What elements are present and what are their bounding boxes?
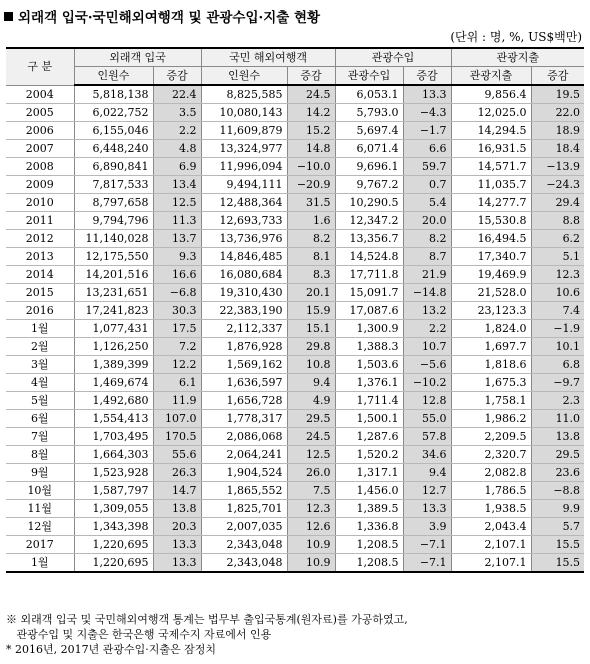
value-cell: 2,082.8 [451, 464, 531, 482]
period-cell: 2010 [6, 194, 74, 212]
value-cell: 6,155,046 [74, 122, 153, 140]
value-cell: 9,696.1 [335, 158, 403, 176]
change-cell: 9.4 [287, 374, 335, 392]
change-cell: −5.6 [403, 356, 451, 374]
change-cell: 3.9 [403, 518, 451, 536]
period-cell: 5월 [6, 392, 74, 410]
change-cell: −4.3 [403, 104, 451, 122]
period-cell: 2014 [6, 266, 74, 284]
change-cell: 12.6 [287, 518, 335, 536]
table-row [6, 338, 584, 356]
change-cell: 26.0 [287, 464, 335, 482]
table-row [6, 518, 584, 536]
period-cell: 2006 [6, 122, 74, 140]
value-cell: 1,126,250 [74, 338, 153, 356]
header-sub: 증감 [287, 67, 335, 86]
title-text: 외래객 입국·국민해외여행객 및 관광수입·지출 현황 [18, 10, 321, 26]
value-cell: 12,175,550 [74, 248, 153, 266]
footnote: 관광수입 및 지출은 한국은행 국제수지 자료에서 인용 [6, 628, 272, 641]
change-cell: 13.7 [153, 230, 201, 248]
value-cell: 9,494,111 [201, 176, 287, 194]
change-cell: 55.6 [153, 446, 201, 464]
change-cell: 7.5 [287, 482, 335, 500]
value-cell: 2,043.4 [451, 518, 531, 536]
table-row [6, 266, 584, 284]
change-cell: 6.8 [531, 356, 584, 374]
change-cell: 8.3 [287, 266, 335, 284]
change-cell: 0.7 [403, 176, 451, 194]
change-cell: 6.1 [153, 374, 201, 392]
change-cell: 31.5 [287, 194, 335, 212]
change-cell: 22.0 [531, 104, 584, 122]
value-cell: 5,818,138 [74, 85, 153, 104]
period-cell: 1월 [6, 554, 74, 573]
change-cell: 12.5 [153, 194, 201, 212]
value-cell: 5,793.0 [335, 104, 403, 122]
period-cell: 8월 [6, 446, 74, 464]
value-cell: 12,488,364 [201, 194, 287, 212]
change-cell: 3.5 [153, 104, 201, 122]
footnotes [6, 612, 586, 657]
value-cell: 1,758.1 [451, 392, 531, 410]
change-cell: −8.8 [531, 482, 584, 500]
change-cell: 11.3 [153, 212, 201, 230]
value-cell: 1,778,317 [201, 410, 287, 428]
value-cell: 2,320.7 [451, 446, 531, 464]
change-cell: 14.2 [287, 104, 335, 122]
change-cell: 21.9 [403, 266, 451, 284]
change-cell: 8.2 [287, 230, 335, 248]
value-cell: 1,865,552 [201, 482, 287, 500]
change-cell: 13.3 [153, 536, 201, 554]
stats-table [6, 47, 584, 573]
value-cell: 1,818.6 [451, 356, 531, 374]
change-cell: 7.2 [153, 338, 201, 356]
change-cell: 10.6 [531, 284, 584, 302]
value-cell: 14,277.7 [451, 194, 531, 212]
value-cell: 1,208.5 [335, 536, 403, 554]
table-row [6, 176, 584, 194]
table-row [6, 482, 584, 500]
value-cell: 1,343,398 [74, 518, 153, 536]
period-cell: 2012 [6, 230, 74, 248]
change-cell: 15.1 [287, 320, 335, 338]
header-period: 구 분 [6, 48, 74, 85]
change-cell: 14.8 [287, 140, 335, 158]
change-cell: 19.5 [531, 85, 584, 104]
change-cell: −10.2 [403, 374, 451, 392]
change-cell: 10.1 [531, 338, 584, 356]
value-cell: 1,703,495 [74, 428, 153, 446]
footnote: * 2016년, 2017년 관광수입·지출은 잠정치 [6, 643, 216, 656]
value-cell: 6,022,752 [74, 104, 153, 122]
value-cell: 1,636,597 [201, 374, 287, 392]
change-cell: −10.0 [287, 158, 335, 176]
table-row [6, 122, 584, 140]
value-cell: 1,711.4 [335, 392, 403, 410]
period-cell: 11월 [6, 500, 74, 518]
value-cell: 13,324,977 [201, 140, 287, 158]
change-cell: −20.9 [287, 176, 335, 194]
header-sub: 증감 [531, 67, 584, 86]
table-row [6, 248, 584, 266]
value-cell: 1,825,701 [201, 500, 287, 518]
period-cell: 3월 [6, 356, 74, 374]
change-cell: 15.2 [287, 122, 335, 140]
value-cell: 21,528.0 [451, 284, 531, 302]
value-cell: 17,241,823 [74, 302, 153, 320]
period-cell: 2009 [6, 176, 74, 194]
table-row [6, 320, 584, 338]
value-cell: 8,797,658 [74, 194, 153, 212]
period-cell: 2월 [6, 338, 74, 356]
value-cell: 1,938.5 [451, 500, 531, 518]
value-cell: 19,469.9 [451, 266, 531, 284]
table-row [6, 500, 584, 518]
value-cell: 9,856.4 [451, 85, 531, 104]
change-cell: 7.4 [531, 302, 584, 320]
value-cell: 16,080,684 [201, 266, 287, 284]
value-cell: 13,231,651 [74, 284, 153, 302]
value-cell: 6,448,240 [74, 140, 153, 158]
value-cell: 6,071.4 [335, 140, 403, 158]
value-cell: 1,469,674 [74, 374, 153, 392]
change-cell: 107.0 [153, 410, 201, 428]
value-cell: 12,347.2 [335, 212, 403, 230]
table-row [6, 374, 584, 392]
period-cell: 4월 [6, 374, 74, 392]
table-row [6, 194, 584, 212]
change-cell: 10.8 [287, 356, 335, 374]
value-cell: 1,287.6 [335, 428, 403, 446]
change-cell: −24.3 [531, 176, 584, 194]
value-cell: 17,711.8 [335, 266, 403, 284]
value-cell: 1,554,413 [74, 410, 153, 428]
value-cell: 10,290.5 [335, 194, 403, 212]
change-cell: 18.9 [531, 122, 584, 140]
value-cell: 16,494.5 [451, 230, 531, 248]
change-cell: 13.3 [153, 554, 201, 573]
table-row [6, 158, 584, 176]
change-cell: 55.0 [403, 410, 451, 428]
change-cell: 13.4 [153, 176, 201, 194]
change-cell: 17.5 [153, 320, 201, 338]
period-cell: 2004 [6, 85, 74, 104]
table-row [6, 410, 584, 428]
change-cell: 12.5 [287, 446, 335, 464]
change-cell: −1.9 [531, 320, 584, 338]
value-cell: 10,080,143 [201, 104, 287, 122]
value-cell: 23,123.3 [451, 302, 531, 320]
change-cell: 9.9 [531, 500, 584, 518]
value-cell: 8,825,585 [201, 85, 287, 104]
change-cell: 5.1 [531, 248, 584, 266]
header-group-arrivals: 외래객 입국 [74, 48, 201, 67]
value-cell: 2,343,048 [201, 536, 287, 554]
value-cell: 12,693,733 [201, 212, 287, 230]
change-cell: −7.1 [403, 554, 451, 573]
value-cell: 1,317.1 [335, 464, 403, 482]
value-cell: 14,846,485 [201, 248, 287, 266]
value-cell: 1,824.0 [451, 320, 531, 338]
table-row [6, 464, 584, 482]
change-cell: 170.5 [153, 428, 201, 446]
value-cell: 13,356.7 [335, 230, 403, 248]
table-row [6, 302, 584, 320]
change-cell: 12.8 [403, 392, 451, 410]
square-bullet-icon [4, 12, 13, 21]
change-cell: 1.6 [287, 212, 335, 230]
value-cell: 19,310,430 [201, 284, 287, 302]
header-sub: 증감 [153, 67, 201, 86]
period-cell: 2015 [6, 284, 74, 302]
value-cell: 2,107.1 [451, 536, 531, 554]
change-cell: −6.8 [153, 284, 201, 302]
value-cell: 1,697.7 [451, 338, 531, 356]
value-cell: 17,340.7 [451, 248, 531, 266]
page-title [4, 6, 584, 26]
value-cell: 16,931.5 [451, 140, 531, 158]
period-cell: 2013 [6, 248, 74, 266]
table-row [6, 536, 584, 554]
period-cell: 2007 [6, 140, 74, 158]
table-row [6, 446, 584, 464]
table-body [6, 85, 584, 572]
change-cell: 29.5 [531, 446, 584, 464]
table-row [6, 428, 584, 446]
value-cell: 11,035.7 [451, 176, 531, 194]
change-cell: 4.8 [153, 140, 201, 158]
value-cell: 1,389,399 [74, 356, 153, 374]
value-cell: 1,300.9 [335, 320, 403, 338]
period-cell: 2016 [6, 302, 74, 320]
change-cell: 9.3 [153, 248, 201, 266]
change-cell: 11.9 [153, 392, 201, 410]
change-cell: 10.9 [287, 536, 335, 554]
table-row [6, 85, 584, 104]
value-cell: 9,767.2 [335, 176, 403, 194]
period-cell: 1월 [6, 320, 74, 338]
value-cell: 11,140,028 [74, 230, 153, 248]
value-cell: 1,675.3 [451, 374, 531, 392]
value-cell: 1,309,055 [74, 500, 153, 518]
table-row [6, 140, 584, 158]
change-cell: 6.2 [531, 230, 584, 248]
change-cell: 34.6 [403, 446, 451, 464]
change-cell: 30.3 [153, 302, 201, 320]
value-cell: 1,376.1 [335, 374, 403, 392]
change-cell: 18.4 [531, 140, 584, 158]
change-cell: 13.3 [403, 85, 451, 104]
value-cell: 1,664,303 [74, 446, 153, 464]
value-cell: 22,383,190 [201, 302, 287, 320]
value-cell: 14,201,516 [74, 266, 153, 284]
change-cell: 59.7 [403, 158, 451, 176]
value-cell: 5,697.4 [335, 122, 403, 140]
value-cell: 17,087.6 [335, 302, 403, 320]
table-row [6, 230, 584, 248]
value-cell: 1,389.5 [335, 500, 403, 518]
value-cell: 1,876,928 [201, 338, 287, 356]
value-cell: 1,656,728 [201, 392, 287, 410]
change-cell: 29.8 [287, 338, 335, 356]
change-cell: 12.3 [531, 266, 584, 284]
change-cell: 2.2 [153, 122, 201, 140]
change-cell: 29.5 [287, 410, 335, 428]
change-cell: 20.3 [153, 518, 201, 536]
period-cell: 10월 [6, 482, 74, 500]
value-cell: 14,294.5 [451, 122, 531, 140]
header-group-receipts: 관광수입 [335, 48, 451, 67]
table-row [6, 392, 584, 410]
value-cell: 1,904,524 [201, 464, 287, 482]
value-cell: 2,343,048 [201, 554, 287, 573]
change-cell: 16.6 [153, 266, 201, 284]
change-cell: 8.1 [287, 248, 335, 266]
change-cell: 6.6 [403, 140, 451, 158]
table-row [6, 104, 584, 122]
change-cell: 8.8 [531, 212, 584, 230]
value-cell: 1,569,162 [201, 356, 287, 374]
header-sub: 증감 [403, 67, 451, 86]
value-cell: 1,986.2 [451, 410, 531, 428]
value-cell: 15,091.7 [335, 284, 403, 302]
change-cell: 10.7 [403, 338, 451, 356]
value-cell: 1,220,695 [74, 536, 153, 554]
header-sub: 인원수 [74, 67, 153, 86]
change-cell: 14.7 [153, 482, 201, 500]
change-cell: 4.9 [287, 392, 335, 410]
value-cell: 15,530.8 [451, 212, 531, 230]
change-cell: 8.2 [403, 230, 451, 248]
change-cell: 13.8 [531, 428, 584, 446]
value-cell: 11,996,094 [201, 158, 287, 176]
change-cell: 29.4 [531, 194, 584, 212]
change-cell: 23.6 [531, 464, 584, 482]
change-cell: 5.7 [531, 518, 584, 536]
value-cell: 9,794,796 [74, 212, 153, 230]
header-sub: 관광지출 [451, 67, 531, 86]
header-group-expenditure: 관광지출 [451, 48, 584, 67]
change-cell: 8.7 [403, 248, 451, 266]
change-cell: 26.3 [153, 464, 201, 482]
period-cell: 12월 [6, 518, 74, 536]
value-cell: 2,086,068 [201, 428, 287, 446]
change-cell: −9.7 [531, 374, 584, 392]
change-cell: 5.4 [403, 194, 451, 212]
value-cell: 2,112,337 [201, 320, 287, 338]
value-cell: 1,220,695 [74, 554, 153, 573]
value-cell: 6,890,841 [74, 158, 153, 176]
table-row [6, 356, 584, 374]
header-sub: 관광수입 [335, 67, 403, 86]
change-cell: 13.8 [153, 500, 201, 518]
change-cell: −13.9 [531, 158, 584, 176]
value-cell: 1,388.3 [335, 338, 403, 356]
change-cell: 2.3 [531, 392, 584, 410]
change-cell: 13.3 [403, 500, 451, 518]
change-cell: −14.8 [403, 284, 451, 302]
header-group-departures: 국민 해외여행객 [201, 48, 335, 67]
change-cell: 24.5 [287, 428, 335, 446]
change-cell: 15.5 [531, 536, 584, 554]
period-cell: 2017 [6, 536, 74, 554]
value-cell: 1,336.8 [335, 518, 403, 536]
period-cell: 9월 [6, 464, 74, 482]
change-cell: 15.5 [531, 554, 584, 573]
table-header [6, 48, 584, 85]
change-cell: 15.9 [287, 302, 335, 320]
change-cell: −7.1 [403, 536, 451, 554]
value-cell: 2,007,035 [201, 518, 287, 536]
period-cell: 2008 [6, 158, 74, 176]
value-cell: 2,209.5 [451, 428, 531, 446]
change-cell: 12.7 [403, 482, 451, 500]
value-cell: 6,053.1 [335, 85, 403, 104]
value-cell: 12,025.0 [451, 104, 531, 122]
change-cell: 20.1 [287, 284, 335, 302]
change-cell: −1.7 [403, 122, 451, 140]
value-cell: 1,500.1 [335, 410, 403, 428]
period-cell: 2005 [6, 104, 74, 122]
unit-label: (단위 : 명, %, US$백만) [450, 30, 582, 44]
change-cell: 9.4 [403, 464, 451, 482]
value-cell: 1,503.6 [335, 356, 403, 374]
change-cell: 24.5 [287, 85, 335, 104]
header-sub: 인원수 [201, 67, 287, 86]
table-row [6, 554, 584, 573]
value-cell: 2,107.1 [451, 554, 531, 573]
value-cell: 7,817,533 [74, 176, 153, 194]
change-cell: 57.8 [403, 428, 451, 446]
period-cell: 2011 [6, 212, 74, 230]
change-cell: 22.4 [153, 85, 201, 104]
value-cell: 1,492,680 [74, 392, 153, 410]
value-cell: 1,587,797 [74, 482, 153, 500]
footnote: ※ 외래객 입국 및 국민해외여행객 통계는 법무부 출입국통계(원자료)를 가공하였고, [6, 613, 408, 626]
change-cell: 20.0 [403, 212, 451, 230]
value-cell: 1,208.5 [335, 554, 403, 573]
value-cell: 1,786.5 [451, 482, 531, 500]
value-cell: 14,571.7 [451, 158, 531, 176]
value-cell: 11,609,879 [201, 122, 287, 140]
value-cell: 1,520.2 [335, 446, 403, 464]
change-cell: 12.2 [153, 356, 201, 374]
value-cell: 1,523,928 [74, 464, 153, 482]
value-cell: 13,736,976 [201, 230, 287, 248]
table-row [6, 284, 584, 302]
change-cell: 2.2 [403, 320, 451, 338]
value-cell: 14,524.8 [335, 248, 403, 266]
value-cell: 1,077,431 [74, 320, 153, 338]
table-row [6, 212, 584, 230]
value-cell: 1,456.0 [335, 482, 403, 500]
change-cell: 6.9 [153, 158, 201, 176]
period-cell: 6월 [6, 410, 74, 428]
period-cell: 7월 [6, 428, 74, 446]
change-cell: 12.3 [287, 500, 335, 518]
change-cell: 10.9 [287, 554, 335, 573]
value-cell: 2,064,241 [201, 446, 287, 464]
change-cell: 13.2 [403, 302, 451, 320]
change-cell: 11.0 [531, 410, 584, 428]
